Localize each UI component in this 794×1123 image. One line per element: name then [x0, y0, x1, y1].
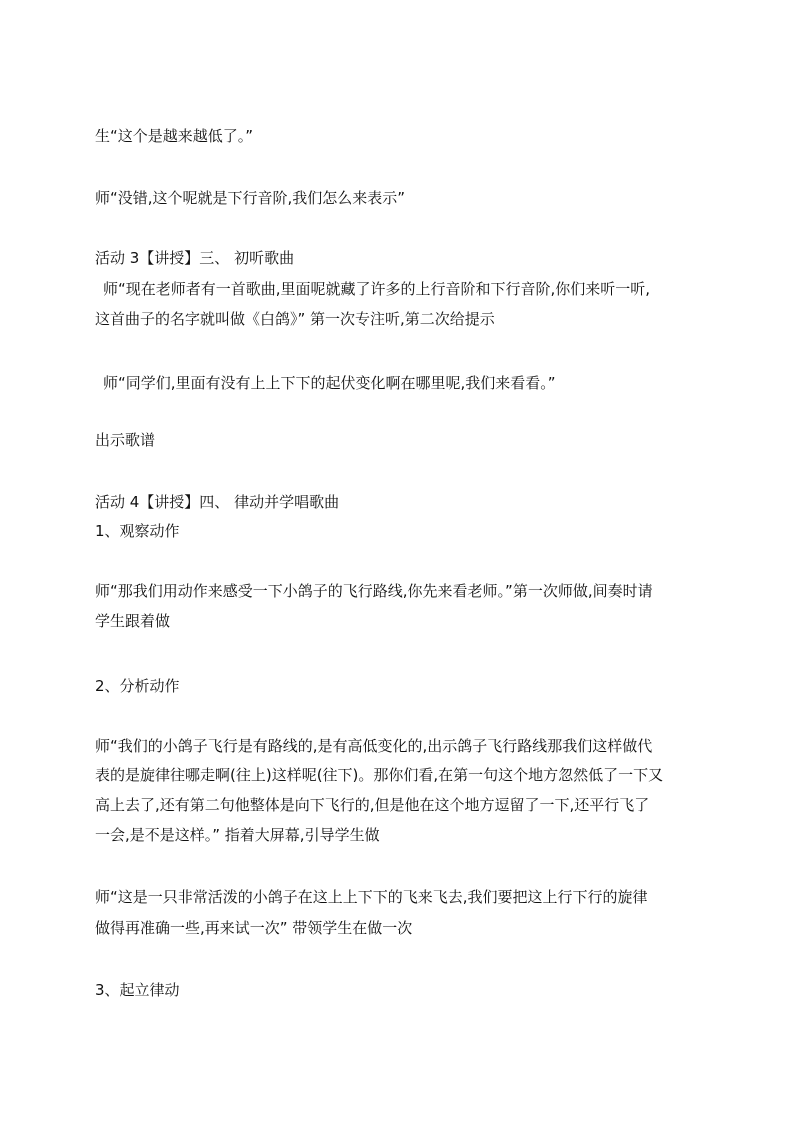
- student-line-lower: 生“这个是越来越低了。”: [95, 127, 254, 145]
- activity-3-heading: 活动 3【讲授】三、 初听歌曲: [95, 249, 295, 267]
- teacher-line-descending-scale: 师“没错,这个呢就是下行音阶,我们怎么来表示”: [95, 189, 406, 207]
- teacher-line-actions-2: 学生跟着做: [95, 612, 171, 630]
- teacher-line-route-1: 师“我们的小鸽子飞行是有路线的,是有高低变化的,出示鸽子飞行路线那我们这样做代: [95, 737, 653, 755]
- step-3-stand-up: 3、起立律动: [95, 981, 180, 999]
- step-2-analyze: 2、分析动作: [95, 677, 180, 695]
- teacher-line-route-4: 一会,是不是这样。” 指着大屏幕,引导学生做: [95, 826, 380, 844]
- teacher-line-new-song-2: 这首曲子的名字就叫做《白鸽》” 第一次专注听,第二次给提示: [95, 310, 495, 328]
- teacher-line-route-2: 表的是旋律往哪走啊(往上)这样呢(往下)。那你们看,在第一句这个地方忽然低了一下又: [95, 766, 664, 784]
- show-score-line: 出示歌谱: [95, 431, 156, 449]
- teacher-line-lively-dove-2: 做得再准确一些,再来试一次” 带领学生在做一次: [95, 919, 413, 937]
- teacher-line-new-song-1: 师“现在老师者有一首歌曲,里面呢就藏了许多的上行音阶和下行音阶,你们来听一听,: [103, 280, 651, 298]
- teacher-line-route-3: 高上去了,还有第二句他整体是向下飞行的,但是他在这个地方逗留了一下,还平行飞了: [95, 796, 650, 814]
- activity-4-heading: 活动 4【讲授】四、 律动并学唱歌曲: [95, 493, 340, 511]
- teacher-line-ups-and-downs: 师“同学们,里面有没有上上下下的起伏变化啊在哪里呢,我们来看看。”: [103, 374, 556, 392]
- step-1-observe: 1、观察动作: [95, 522, 180, 540]
- teacher-line-actions-1: 师“那我们用动作来感受一下小鸽子的飞行路线,你先来看老师。”第一次师做,间奏时请: [95, 582, 653, 600]
- teacher-line-lively-dove-1: 师“这是一只非常活泼的小鸽子在这上上下下的飞来飞去,我们要把这上行下行的旋律: [95, 888, 648, 906]
